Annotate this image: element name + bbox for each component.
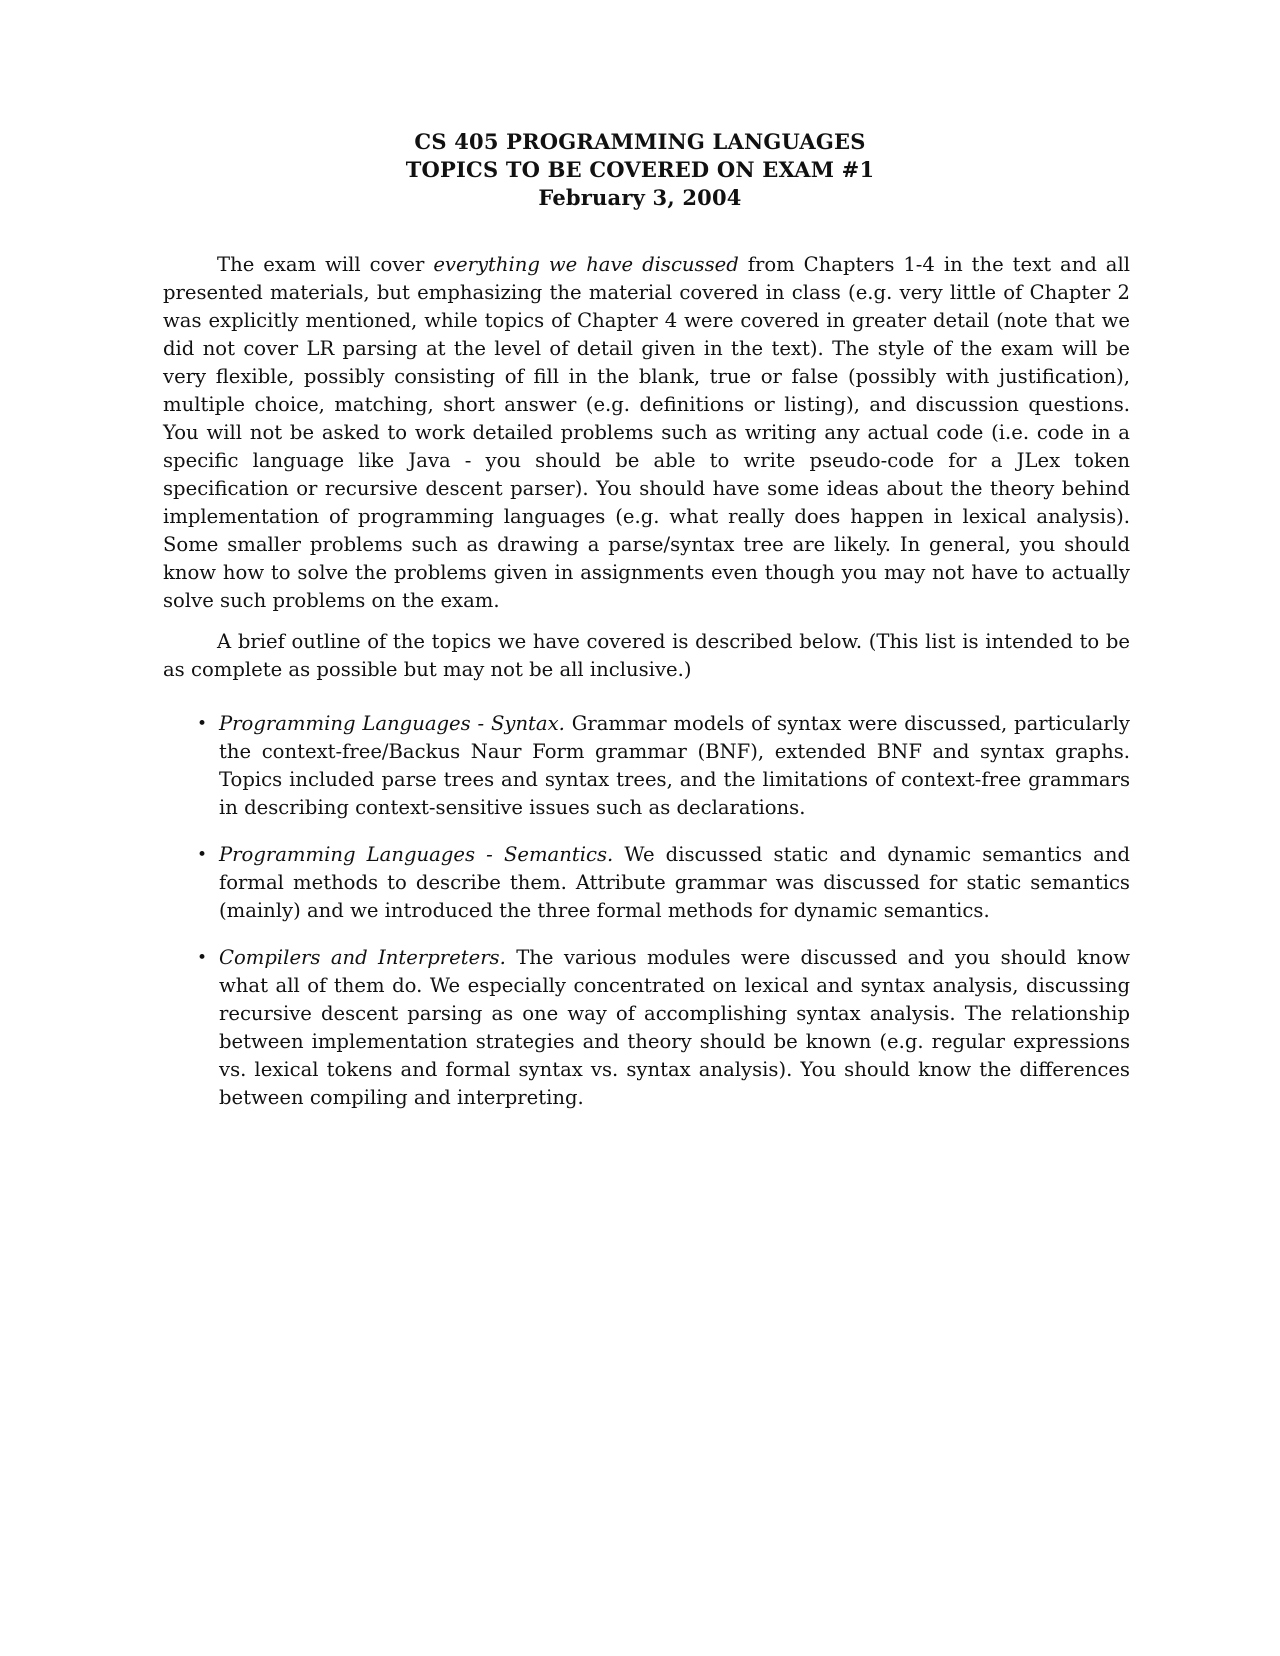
bullet-icon: • [197,948,208,968]
topic-heading: Programming Languages - Semantics. [219,843,614,866]
topic-heading: Compilers and Interpreters. [219,946,506,969]
topic-item-compilers [163,944,1130,1112]
intro-text-start: The exam will cover [217,253,434,276]
topic-item-semantics [163,841,1130,925]
document-date: February 3, 2004 [538,185,742,210]
topic-item-syntax [163,710,1130,822]
bullet-icon: • [197,845,208,865]
topic-text: We discussed static and dynamic semantics and formal methods to describe them. Attribute grammar was discussed for static semantics (mainly) and we introduced the three formal methods for dynamic semantics. [219,843,1130,922]
title-block [0,128,1280,212]
exam-subtitle: TOPICS TO BE COVERED ON EXAM #1 [405,157,875,182]
topic-list [163,710,1130,1112]
document-body [163,251,1130,1131]
intro-emphasis: everything we have discussed [433,253,739,276]
intro-paragraph [163,251,1130,615]
topic-text: The various modules were discussed and you should know what all of them do. We especially concentrated on lexical and syntax analysis, discussing recursive descent parsing as one way of accomplishing syntax analysis. The relationship between implementation strategies and theory should be known (e.g. regular expressions vs. lexical tokens and formal syntax vs. syntax analysis). You should know the differences between compiling and interpreting. [219,946,1130,1109]
topic-text: Grammar models of syntax were discussed, particularly the context-free/Backus Naur Form grammar (BNF), extended BNF and syntax graphs. Topics included parse trees and syntax trees, and the limitations of context-free grammars in describing context-sensitive issues such as declarations. [219,712,1131,819]
intro-text-end: from Chapters 1-4 in the text and all presented materials, but emphasizing the material covered in class (e.g. very little of Chapter 2 was explicitly mentioned, while topics of Chapter 4 were covered in greater detail (note that we did not cover LR parsing at the level of detail given in the text). The style of the exam will be very flexible, possibly consisting of fill in the blank, true or false (possibly with justification), multiple choice, matching, short answer (e.g. definitions or listing), and discussion questions. You will not be asked to work detailed problems such as writing any actual code (i.e. code in a specific language like Java - you should be able to write pseudo-code for a JLex token specification or recursive descent parser). You should have some ideas about the theory behind implementation of programming languages (e.g. what really does happen in lexical analysis). Some smaller problems such as drawing a parse/syntax tree are likely. In general, you should know how to solve the problems given in assignments even though you may not have to actually solve such problems on the exam. [163,253,1131,612]
course-title: CS 405 PROGRAMMING LANGUAGES [414,129,866,154]
outline-intro-paragraph: A brief outline of the topics we have covered is described below. (This list is intended to be as complete as possible but may not be all inclusive.) [163,630,1130,681]
topic-heading: Programming Languages - Syntax. [219,712,565,735]
bullet-icon: • [197,714,208,734]
